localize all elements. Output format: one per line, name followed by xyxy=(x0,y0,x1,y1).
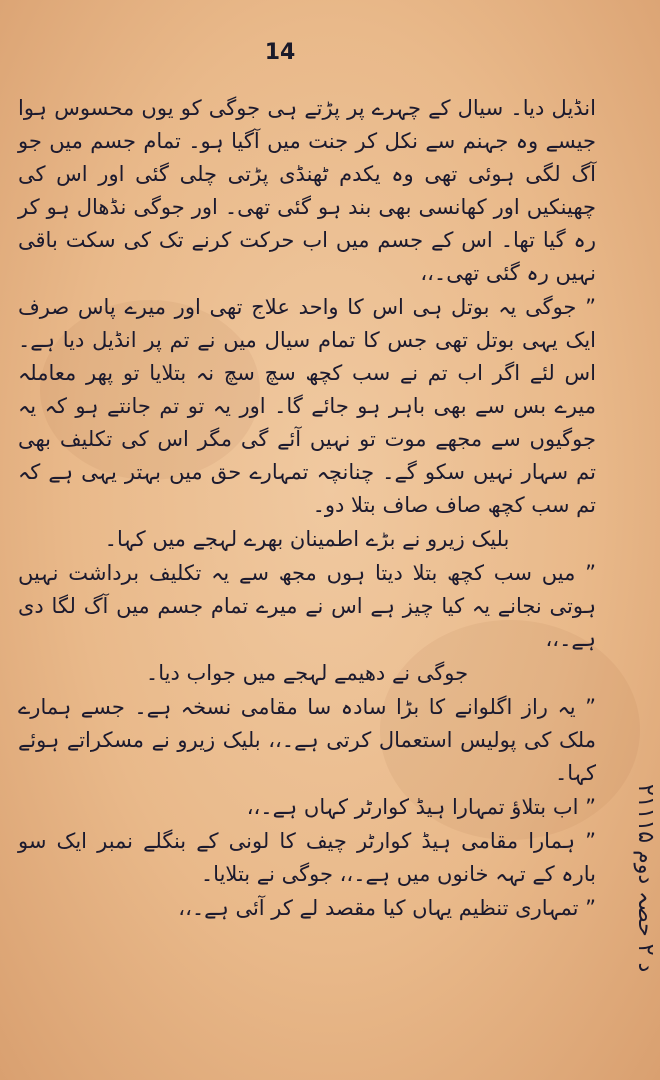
paragraph-2: ” جوگی یہ بوتل ہی اس کا واحد علاج تھی اور میرے پاس صرف ایک یہی بوتل تھی جس کا تمام سیال میں نے تم پر انڈیل دیا ہے۔ اس لئے اگر اب تم نے سب کچھ سچ سچ نہ بتلایا تو پھر معاملہ میرے بس سے بھی باہر ہو جائے گا۔ اور یہ تو تم جانتے ہو کہ یہ جوگیوں سے مجھے موت تو نہیں آئے گی مگر اس کی تکلیف بھی تم سہار نہیں سکو گے۔ چنانچہ تمہارے حق میں بہتر یہی ہے کہ تم سب کچھ صاف صاف بتلا دو۔ xyxy=(18,295,596,517)
paragraph-6: ” یہ راز اگلوانے کا بڑا سادہ سا مقامی نسخہ ہے۔ جسے ہمارے ملک کی پولیس استعمال کرتی ہے۔،، بلیک زیرو نے مسکراتے ہوئے کہا۔ xyxy=(18,695,596,785)
paragraph-7: ” اب بتلاؤ تمہارا ہیڈ کوارٹر کہاں ہے۔،، xyxy=(246,795,596,819)
paragraph-9: ” تمہاری تنظیم یہاں کیا مقصد لے کر آئی ہے۔،، xyxy=(178,896,596,920)
paragraph-5: جوگی نے دھیمے لہجے میں جواب دیا۔ xyxy=(145,661,469,685)
paragraph-3: بلیک زیرو نے بڑے اطمینان بھرے لہجے میں کہا۔ xyxy=(104,527,510,551)
paragraph-8: ” ہمارا مقامی ہیڈ کوارٹر چیف کا لونی کے بنگلے نمبر ایک سو بارہ کے تہہ خانوں میں ہے۔،، جوگی نے بتلایا۔ xyxy=(18,829,596,886)
page-number: 14 xyxy=(264,40,296,65)
paragraph-4: ” میں سب کچھ بتلا دیتا ہوں مجھ سے یہ تکلیف برداشت نہیں ہوتی نجانے یہ کیا چیز ہے اس نے میرے تمام جسم میں آگ لگا دی ہے۔،، xyxy=(18,561,596,651)
margin-note: د ۲ حصہ دوم ۲۱۱۱۵ xyxy=(633,783,658,972)
paragraph-1: انڈیل دیا۔ سیال کے چہرے پر پڑتے ہی جوگی کو یوں محسوس ہوا جیسے وہ جہنم سے نکل کر جنت میں آگیا ہو۔ تمام جسم میں جو آگ لگی ہوئی تھی وہ یکدم ٹھنڈی پڑتی چلی گئی اور اس کی چھینکیں اور کھانسی بھی بند ہو گئی تھی۔ اور جوگی نڈھال ہو کر رہ گیا تھا۔ اس کے جسم میں اب حرکت کرنے تک کی سکت باقی نہیں رہ گئی تھی۔،، xyxy=(18,96,596,285)
body-text xyxy=(18,92,596,1067)
